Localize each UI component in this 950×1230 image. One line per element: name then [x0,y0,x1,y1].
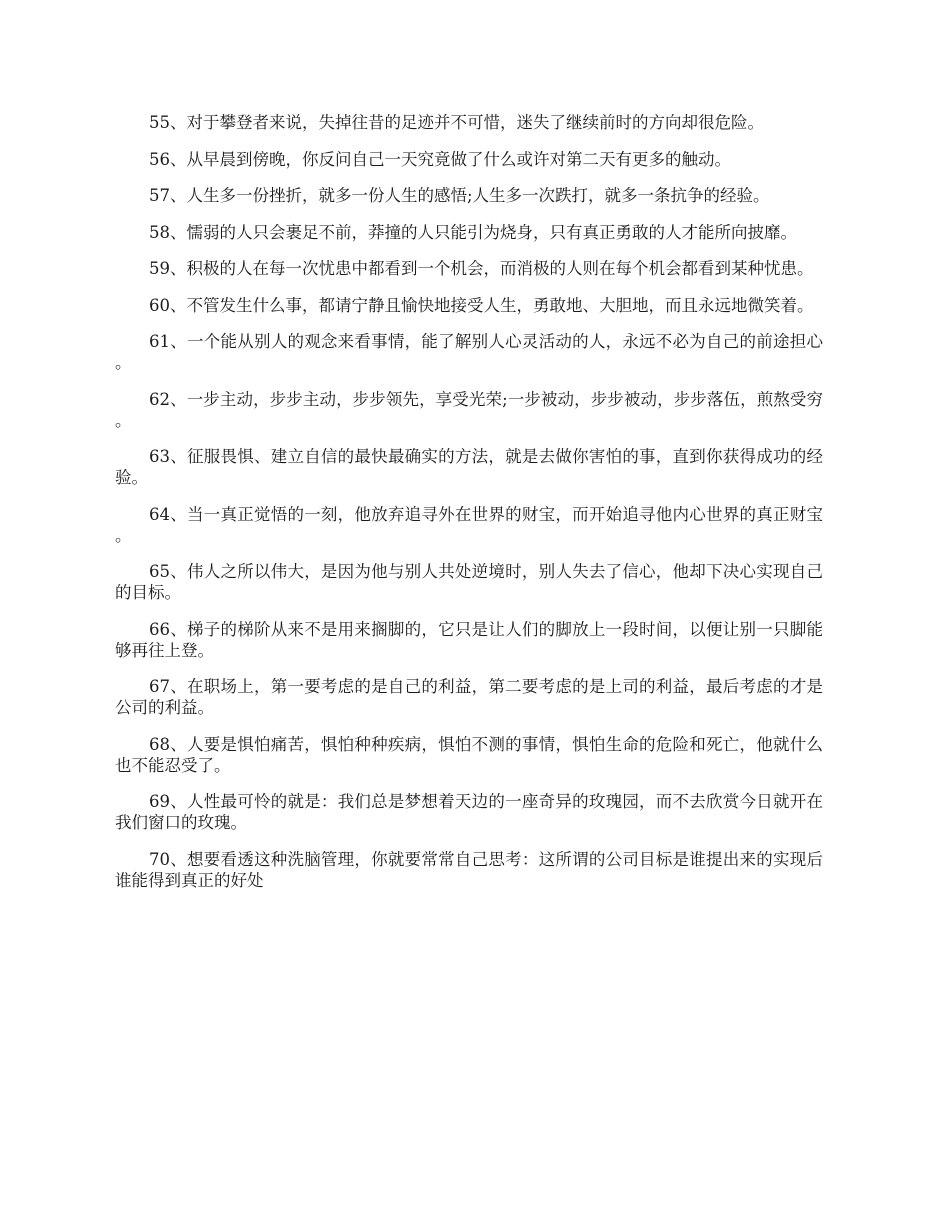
document-body [115,112,823,906]
quote-paragraph-60: 60、不管发生什么事，都请宁静且愉快地接受人生，勇敢地、大胆地，而且永远地微笑着。 [149,295,814,315]
quote-paragraph-64: 64、当一真正觉悟的一刻，他放弃追寻外在世界的财宝，而开始追寻他内心世界的真正财宝。 [115,504,823,545]
quote-paragraph-62: 62、一步主动，步步主动，步步领先，享受光荣;一步被动，步步被动，步步落伍，煎熬受穷。 [115,389,823,430]
quote-paragraph-56: 56、从早晨到傍晚，你反问自己一天究竟做了什么或许对第二天有更多的触动。 [149,149,731,169]
quote-paragraph-69: 69、人性最可怜的就是：我们总是梦想着天边的一座奇异的玫瑰园，而不去欣赏今日就开在我们窗口的玫瑰。 [115,792,823,832]
quote-paragraph-55: 55、对于攀登者来说，失掉往昔的足迹并不可惜，迷失了继续前时的方向却很危险。 [149,113,764,132]
quote-paragraph-68: 68、人要是惧怕痛苦，惧怕种种疾病，惧怕不测的事情，惧怕生命的危险和死亡，他就什么也不能忍受了。 [115,734,823,775]
quote-paragraph-66: 66、梯子的梯阶从来不是用来搁脚的，它只是让人们的脚放上一段时间，以便让别一只脚能够再往上登。 [115,619,823,660]
quote-paragraph-70: 70、想要看透这种洗脑管理，你就要常常自己思考：这所谓的公司目标是谁提出来的实现后谁能得到真正的好处 [115,849,823,890]
quote-paragraph-58: 58、懦弱的人只会裹足不前，莽撞的人只能引为烧身，只有真正勇敢的人才能所向披靡。 [149,222,797,242]
quote-paragraph-61: 61、一个能从别人的观念来看事情，能了解别人心灵活动的人，永远不必为自己的前途担心。 [115,332,823,372]
quote-paragraph-59: 59、积极的人在每一次忧患中都看到一个机会，而消极的人则在每个机会都看到某种忧患。 [149,259,814,278]
quote-paragraph-65: 65、伟人之所以伟大，是因为他与别人共处逆境时，别人失去了信心，他却下决心实现自己的目标。 [115,562,823,602]
quote-paragraph-63: 63、征服畏惧、建立自信的最快最确实的方法，就是去做你害怕的事，直到你获得成功的经验。 [115,447,823,487]
quote-paragraph-57: 57、人生多一份挫折，就多一份人生的感悟;人生多一次跌打，就多一条抗争的经验。 [149,186,770,205]
quote-paragraph-67: 67、在职场上，第一要考虑的是自己的利益，第二要考虑的是上司的利益，最后考虑的才是公司的利益。 [115,677,823,717]
